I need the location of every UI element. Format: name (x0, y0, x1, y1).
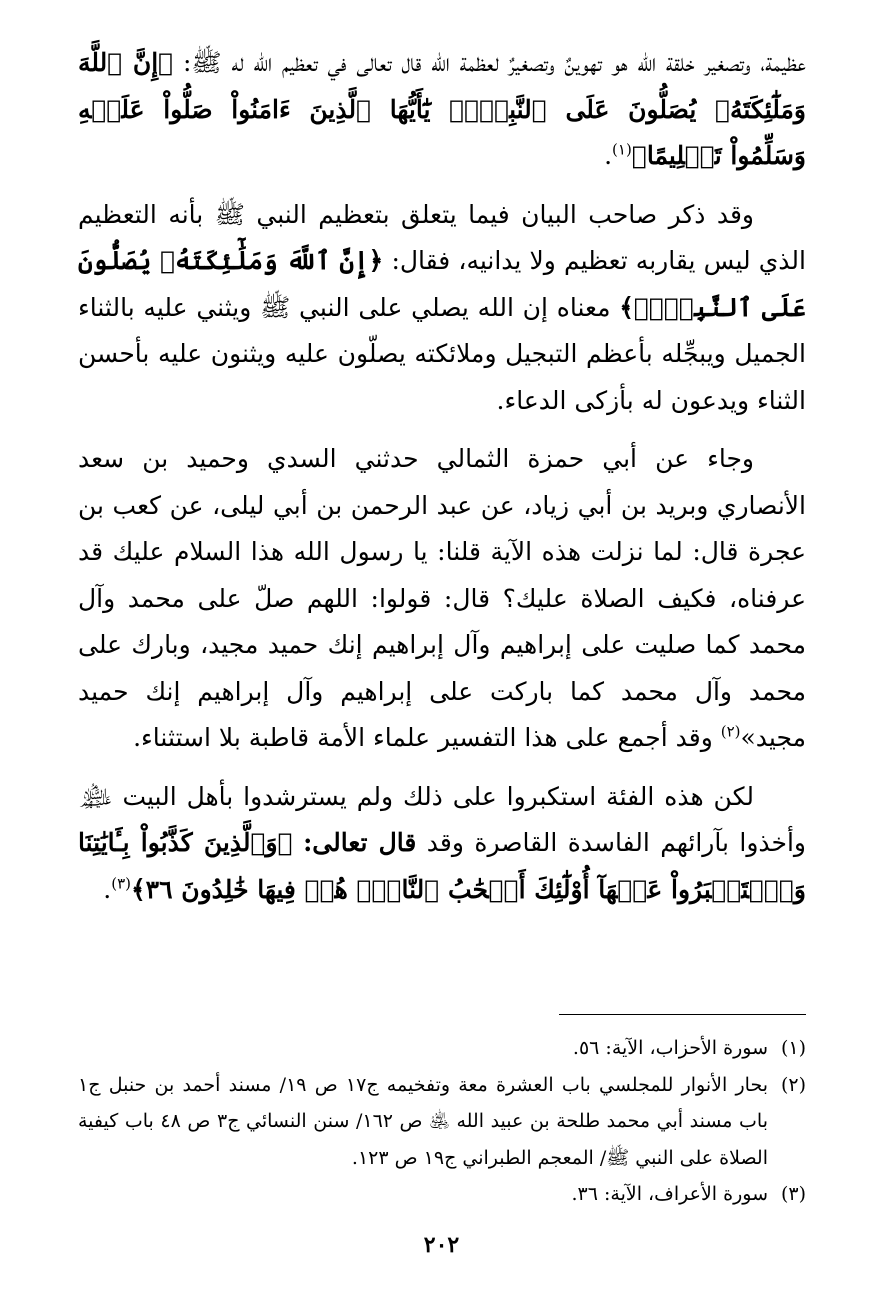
footnote-divider (559, 1014, 806, 1015)
paragraph-3-end: وقد أجمع على هذا التفسير علماء الأمة قاطبة بلا استثناء. (133, 723, 721, 752)
footnote-number: (٣) (780, 1183, 806, 1205)
paragraph-2-text-b: معناه إن الله يصلي على النبي ﷺ ويثني عليه بالثناء الجميل ويبجِّله بأعظم التبجيل وملائكته يصلّون عليه ويثنون عليه بأحسن الثناء ويدعون له بأزكى الدعاء. (78, 292, 806, 415)
footnote-text: سورة الأحزاب، الآية: ٥٦. (572, 1037, 768, 1059)
paragraph-4 (78, 774, 806, 914)
paragraph-2 (78, 192, 806, 425)
footnote-ref-3: (٣) (111, 874, 132, 893)
footnote-ref-2: (٢) (720, 722, 741, 741)
footnote-text: سورة الأعراف، الآية: ٣٦. (571, 1183, 768, 1205)
paragraph-4-bold: قال تعالى: (303, 828, 417, 857)
page-number: ٢٠٢ (423, 1232, 460, 1258)
paragraph-4-space (293, 828, 303, 857)
quran-verse-2: ﴿إِنَّ ٱللَّهَ وَمَلَٰٓئِكَتَهُۥ يُصَلُّونَ عَلَى ٱلنَّبِيِّۚ﴾ (78, 246, 806, 322)
quran-verse-1: ﴿إِنَّ ٱللَّهَ وَمَلَٰٓئِكَتَهُۥ يُصَلُّونَ عَلَى ٱلنَّبِيِّۚ يَٰٓأَيُّهَا ٱلَّذِينَ ءَامَنُواْ صَلُّواْ عَلَيۡهِ وَسَلِّمُواْ تَسۡلِيمًا﴾ (78, 48, 806, 170)
paragraph-4-text-a: لكن هذه الفئة استكبروا على ذلك ولم يسترشدوا بأهل البيت ﵈ وأخذوا بآرائهم الفاسدة القاصرة وقد (78, 781, 806, 857)
footnote-2 (78, 1067, 806, 1177)
paragraph-1-end: . (604, 141, 613, 170)
paragraph-2-text-a: وقد ذكر صاحب البيان فيما يتعلق بتعظيم النبي ﷺ بأنه التعظيم الذي ليس يقاربه تعظيم ولا يدانيه، فقال: (78, 199, 806, 275)
paragraph-3 (78, 436, 806, 762)
footnote-number: (٢) (780, 1073, 806, 1096)
paragraph-1-text: عظيمة، وتصغير خلقة الله هو تهوينٌ وتصغيرٌ لعظمة الله قال تعالى في تعظيم الله له ﷺ: (173, 48, 806, 77)
paragraph-3-text: وجاء عن أبي حمزة الثمالي حدثني السدي وحميد بن سعد الأنصاري وبريد بن أبي زياد، عن عبد الرحمن بن أبي ليلى، عن كعب بن عجرة قال: لما نزلت هذه الآية قلنا: يا رسول الله هذا السلام عليك قد عرفناه، فكيف الصلاة عليك؟ قال: قولوا: اللهم صلّ على محمد وآل محمد كما صليت على إبراهيم وآل إبراهيم إنك حميد مجيد، وبارك على محمد وآل محمد كما باركت على إبراهيم وآل إبراهيم إنك حميد مجيد» (78, 444, 806, 752)
footnote-text: بحار الأنوار للمجلسي باب العشرة معة وتفخيمه ج١٧ ص ١٩/ مسند أحمد بن حنبل ج١ باب مسند أبي محمد طلحة بن عبيد الله ﵁ ص ١٦٢/ سنن النسائي ج٣ ص ٤٨ باب كيفية الصلاة على النبي ﷺ/ المعجم الطبراني ج١٩ ص ١٢٣. (78, 1073, 768, 1169)
footnote-ref-1: (١) (612, 140, 632, 159)
paragraph-4-end: . (103, 874, 112, 904)
paragraph-1 (78, 40, 806, 180)
footnotes (78, 1030, 806, 1213)
footnote-1 (78, 1030, 806, 1067)
footnote-number: (١) (780, 1037, 806, 1059)
page-body (78, 40, 806, 913)
footnote-3 (78, 1176, 806, 1213)
quran-verse-3: ﴿وَٱلَّذِينَ كَذَّبُواْ بِـَٔايَٰتِنَا وَٱسۡتَكۡبَرُواْ عَنۡهَآ أُوْلَٰٓئِكَ أَصۡحَٰبُ ٱلنَّارِۖ هُمۡ فِيهَا خَٰلِدُونَ ٣٦﴾ (78, 828, 806, 904)
